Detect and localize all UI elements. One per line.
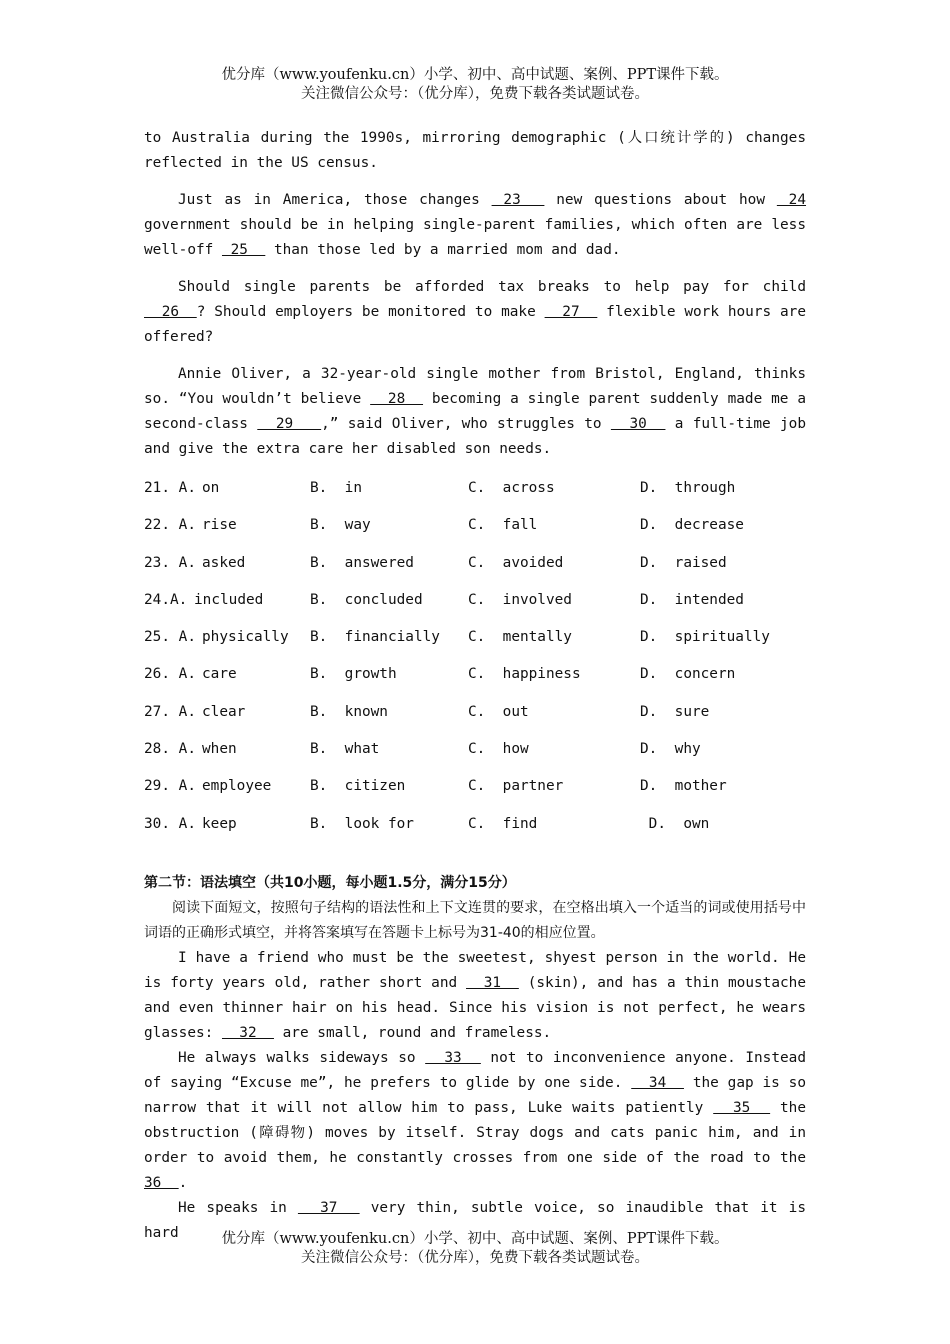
footer-line-1: 优分库（www.youfenku.cn）小学、初中、高中试题、案例、PPT课件下载。 xyxy=(221,1231,729,1247)
blank-25: 25 xyxy=(221,242,266,258)
header-line-2: 关注微信公众号：（优分库），免费下载各类试题试卷。 xyxy=(301,86,649,102)
option-row-21: 21. A. on B. in C. across D. through xyxy=(144,480,736,496)
option-row-22: 22. A. rise B. way C. fall D. decrease xyxy=(144,517,744,534)
blank-35: 35 xyxy=(713,1099,771,1116)
blank-27: 27 xyxy=(544,304,598,320)
option-row-26: 26. A. care B. growth C. happiness D. concern xyxy=(144,666,736,683)
blank-32: 32 xyxy=(221,1024,274,1041)
passage-paragraph-3: Should single parents be afforded tax breaks to help pay for child 26 ? Should employers be monitored to make 27 flexible work hours are offered? xyxy=(144,279,807,345)
option-row-27: 27. A. clear B. known C. out D. sure xyxy=(144,703,710,720)
blank-29: 29 xyxy=(257,416,322,432)
option-row-29: 29. A. employee B. citizen C. partner D. mother xyxy=(144,778,727,795)
blank-30: 30 xyxy=(610,416,666,432)
blank-28: 28 xyxy=(370,391,424,407)
page-footer xyxy=(0,1230,950,1268)
page-header xyxy=(0,66,950,104)
section-2-paragraph-1: I have a friend who must be the sweetest, shyest person in the world. He is forty years old, rather short and 31 (skin), and has a thin moustache and even thinner hair on his head. Since his vision is not perfect, he wears glasses: 32 are small, round and frameless. xyxy=(144,949,806,1041)
blank-36: 36 xyxy=(144,1174,179,1191)
section-2-paragraph-2: He always walks sideways so 33 not to inconvenience anyone. Instead of saying “Excuse me”, he prefers to glide by one side. 34 the gap is so narrow that it will not allow him to pass, Luke waits patiently 35 the obstruction (障碍物) moves by itself. Stray dogs and cats panic him, and in order to avoid them, he constantly crosses from one side of the road to the 36 . xyxy=(144,1049,807,1191)
option-row-25: 25. A. physically B. financially C. mentally D. spiritually xyxy=(144,629,770,646)
blank-37: 37 xyxy=(297,1199,360,1216)
blank-33: 33 xyxy=(425,1049,481,1066)
option-row-24: 24.A. included B. concluded C. involved D. intended xyxy=(144,591,744,608)
option-row-30: 30. A. keep B. look for C. find D. own xyxy=(144,815,710,832)
blank-24: 24 xyxy=(776,192,807,208)
answer-options xyxy=(144,476,806,849)
blank-23: 23 xyxy=(491,192,545,208)
section-2-title: 第二节：语法填空（共10小题，每小题1.5分，满分15分） xyxy=(144,874,516,891)
header-line-1: 优分库（www.youfenku.cn）小学、初中、高中试题、案例、PPT课件下载。 xyxy=(221,67,729,83)
blank-34: 34 xyxy=(631,1074,684,1091)
blank-31: 31 xyxy=(466,974,519,991)
section-2-paragraph-3: He speaks in 37 very thin, subtle voice, so inaudible that it is hard xyxy=(144,1199,807,1241)
option-row-28: 28. A. when B. what C. how D. why xyxy=(144,741,701,758)
passage-paragraph-1: to Australia during the 1990s, mirroring demographic (人口统计学的) changes reflected in the US census. xyxy=(144,130,806,171)
page-content xyxy=(144,126,806,1246)
passage-paragraph-4: Annie Oliver, a 32-year-old single mother from Bristol, England, thinks so. “You wouldn’t believe 28 becoming a single parent suddenly made me a second-class 29 ,” said Oliver, who struggles to 30 a full-time job and give the extra care her disabled son needs. xyxy=(144,366,807,457)
option-row-23: 23. A. asked B. answered C. avoided D. raised xyxy=(144,554,727,571)
footer-line-2: 关注微信公众号：（优分库），免费下载各类试题试卷。 xyxy=(301,1250,649,1266)
section-2-instruction: 阅读下面短文，按照句子结构的语法性和上下文连贯的要求，在空格出填入一个适当的词或使用括号中词语的正确形式填空，并将答案填写在答题卡上标号为31-40的相应位置。 xyxy=(144,899,806,941)
passage-paragraph-2: Just as in America, those changes 23 new questions about how 24 government should be in helping single-parent families, which often are less well-off 25 than those led by a married mom and dad. xyxy=(144,192,807,258)
blank-26: 26 xyxy=(144,304,197,320)
